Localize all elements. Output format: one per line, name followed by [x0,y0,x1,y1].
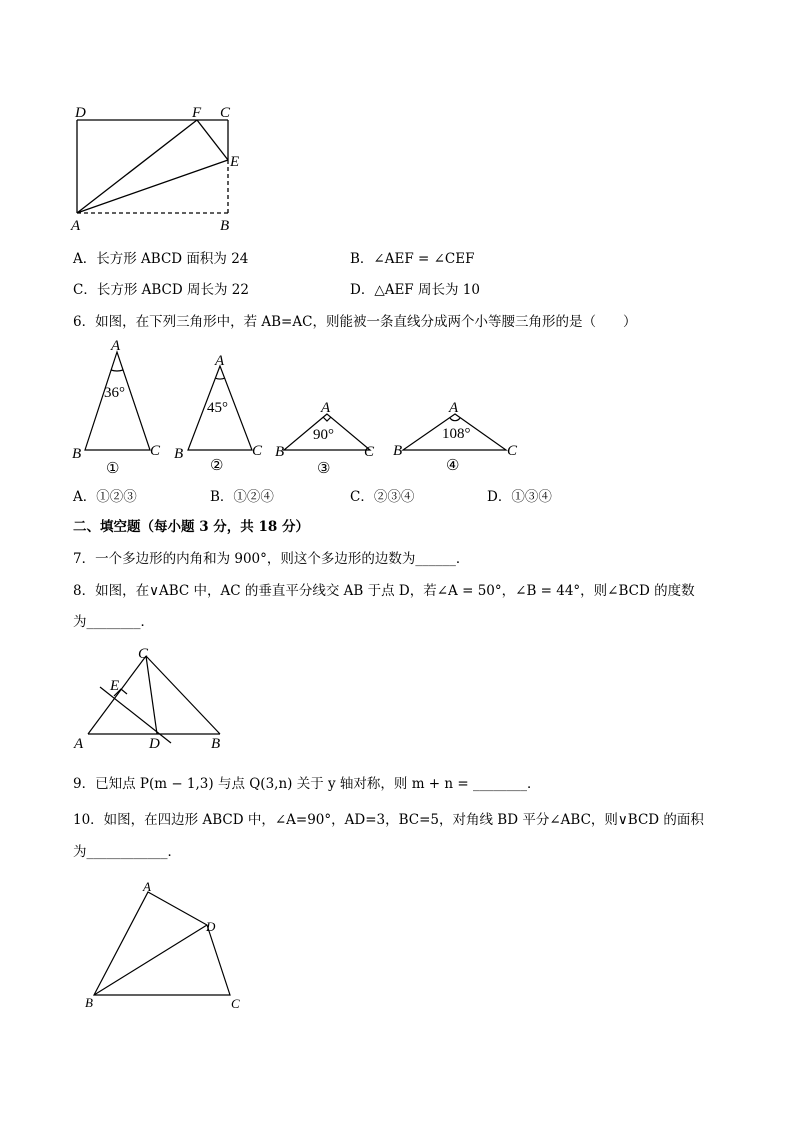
q6-stem: 6．如图，在下列三角形中，若 AB=AC，则能被一条直线分成两个小等腰三角形的是（ ） [73,314,637,330]
q5-rectangle-figure [70,100,260,235]
q7-text: 7．一个多边形的内角和为 900°，则这个多边形的边数为______． [73,551,470,567]
tri3-right: C [364,444,375,460]
q10-text-line1: 10．如图，在四边形 ABCD 中，∠A=90°，AD=3，BC=5，对角线 BD 平分∠ABC，则∨BCD 的面积 [73,812,704,828]
tri1-right: C [150,443,161,459]
q8-label-C: C [138,646,149,662]
q6-triangles-figure [70,338,530,478]
label-A: A [71,218,81,234]
tri4-right: C [507,443,518,459]
tri2-left: B [174,446,184,462]
q8-text-line2: 为________． [73,614,154,630]
tri2-right: C [252,443,263,459]
q6-option-d: D．①③④ [487,489,552,505]
label-B: B [220,218,230,234]
q10-label-D: D [206,919,216,934]
label-E: E [230,154,240,170]
label-C: C [220,105,231,121]
q5-option-d: D．△AEF 周长为 10 [350,282,480,298]
tri2-number: ② [210,458,224,474]
tri4-left: B [393,443,403,459]
q5-option-a: A．长方形 ABCD 面积为 24 [73,251,249,267]
q5-option-b: B．∠AEF = ∠CEF [350,251,475,267]
tri4-number: ④ [446,458,460,474]
q10-text-line2: 为____________． [73,844,181,860]
tri1-angle: 36° [104,385,125,401]
q6-option-b: B．①②④ [210,489,274,505]
q8-label-B: B [211,736,221,752]
tri3-angle: 90° [313,427,334,443]
label-D: D [75,105,86,121]
section-2-title: 二、填空题（每小题 3 分，共 18 分） [73,519,309,535]
tri1-apex: A [111,338,121,354]
tri3-left: B [275,444,285,460]
tri4-angle: 108° [442,426,471,442]
tri2-apex: A [215,353,225,369]
tri4-apex: A [449,400,459,416]
q6-option-c: C．②③④ [350,489,415,505]
q8-label-D: D [149,736,160,752]
q5-option-c: C．长方形 ABCD 周长为 22 [73,282,249,298]
q10-label-B: B [85,995,93,1010]
tri2-angle: 45° [207,400,228,416]
q8-triangle-figure [70,642,240,754]
tri3-apex: A [321,400,331,416]
q6-option-a: A．①②③ [73,489,137,505]
tri1-number: ① [106,461,120,477]
q8-label-E: E [110,678,120,694]
tri1-left: B [72,446,82,462]
q8-label-A: A [74,736,84,752]
q10-quadrilateral-figure [80,879,255,1017]
q9-text: 9．已知点 P(m − 1,3) 与点 Q(3,n) 关于 y 轴对称，则 m + n = ________． [73,776,541,792]
q10-label-A: A [143,879,151,894]
q10-label-C: C [231,996,240,1011]
q8-text-line1: 8．如图，在∨ABC 中，AC 的垂直平分线交 AB 于点 D，若∠A = 50°，∠B = 44°，则∠BCD 的度数 [73,583,695,599]
label-F: F [192,105,202,121]
tri3-number: ③ [317,461,331,477]
